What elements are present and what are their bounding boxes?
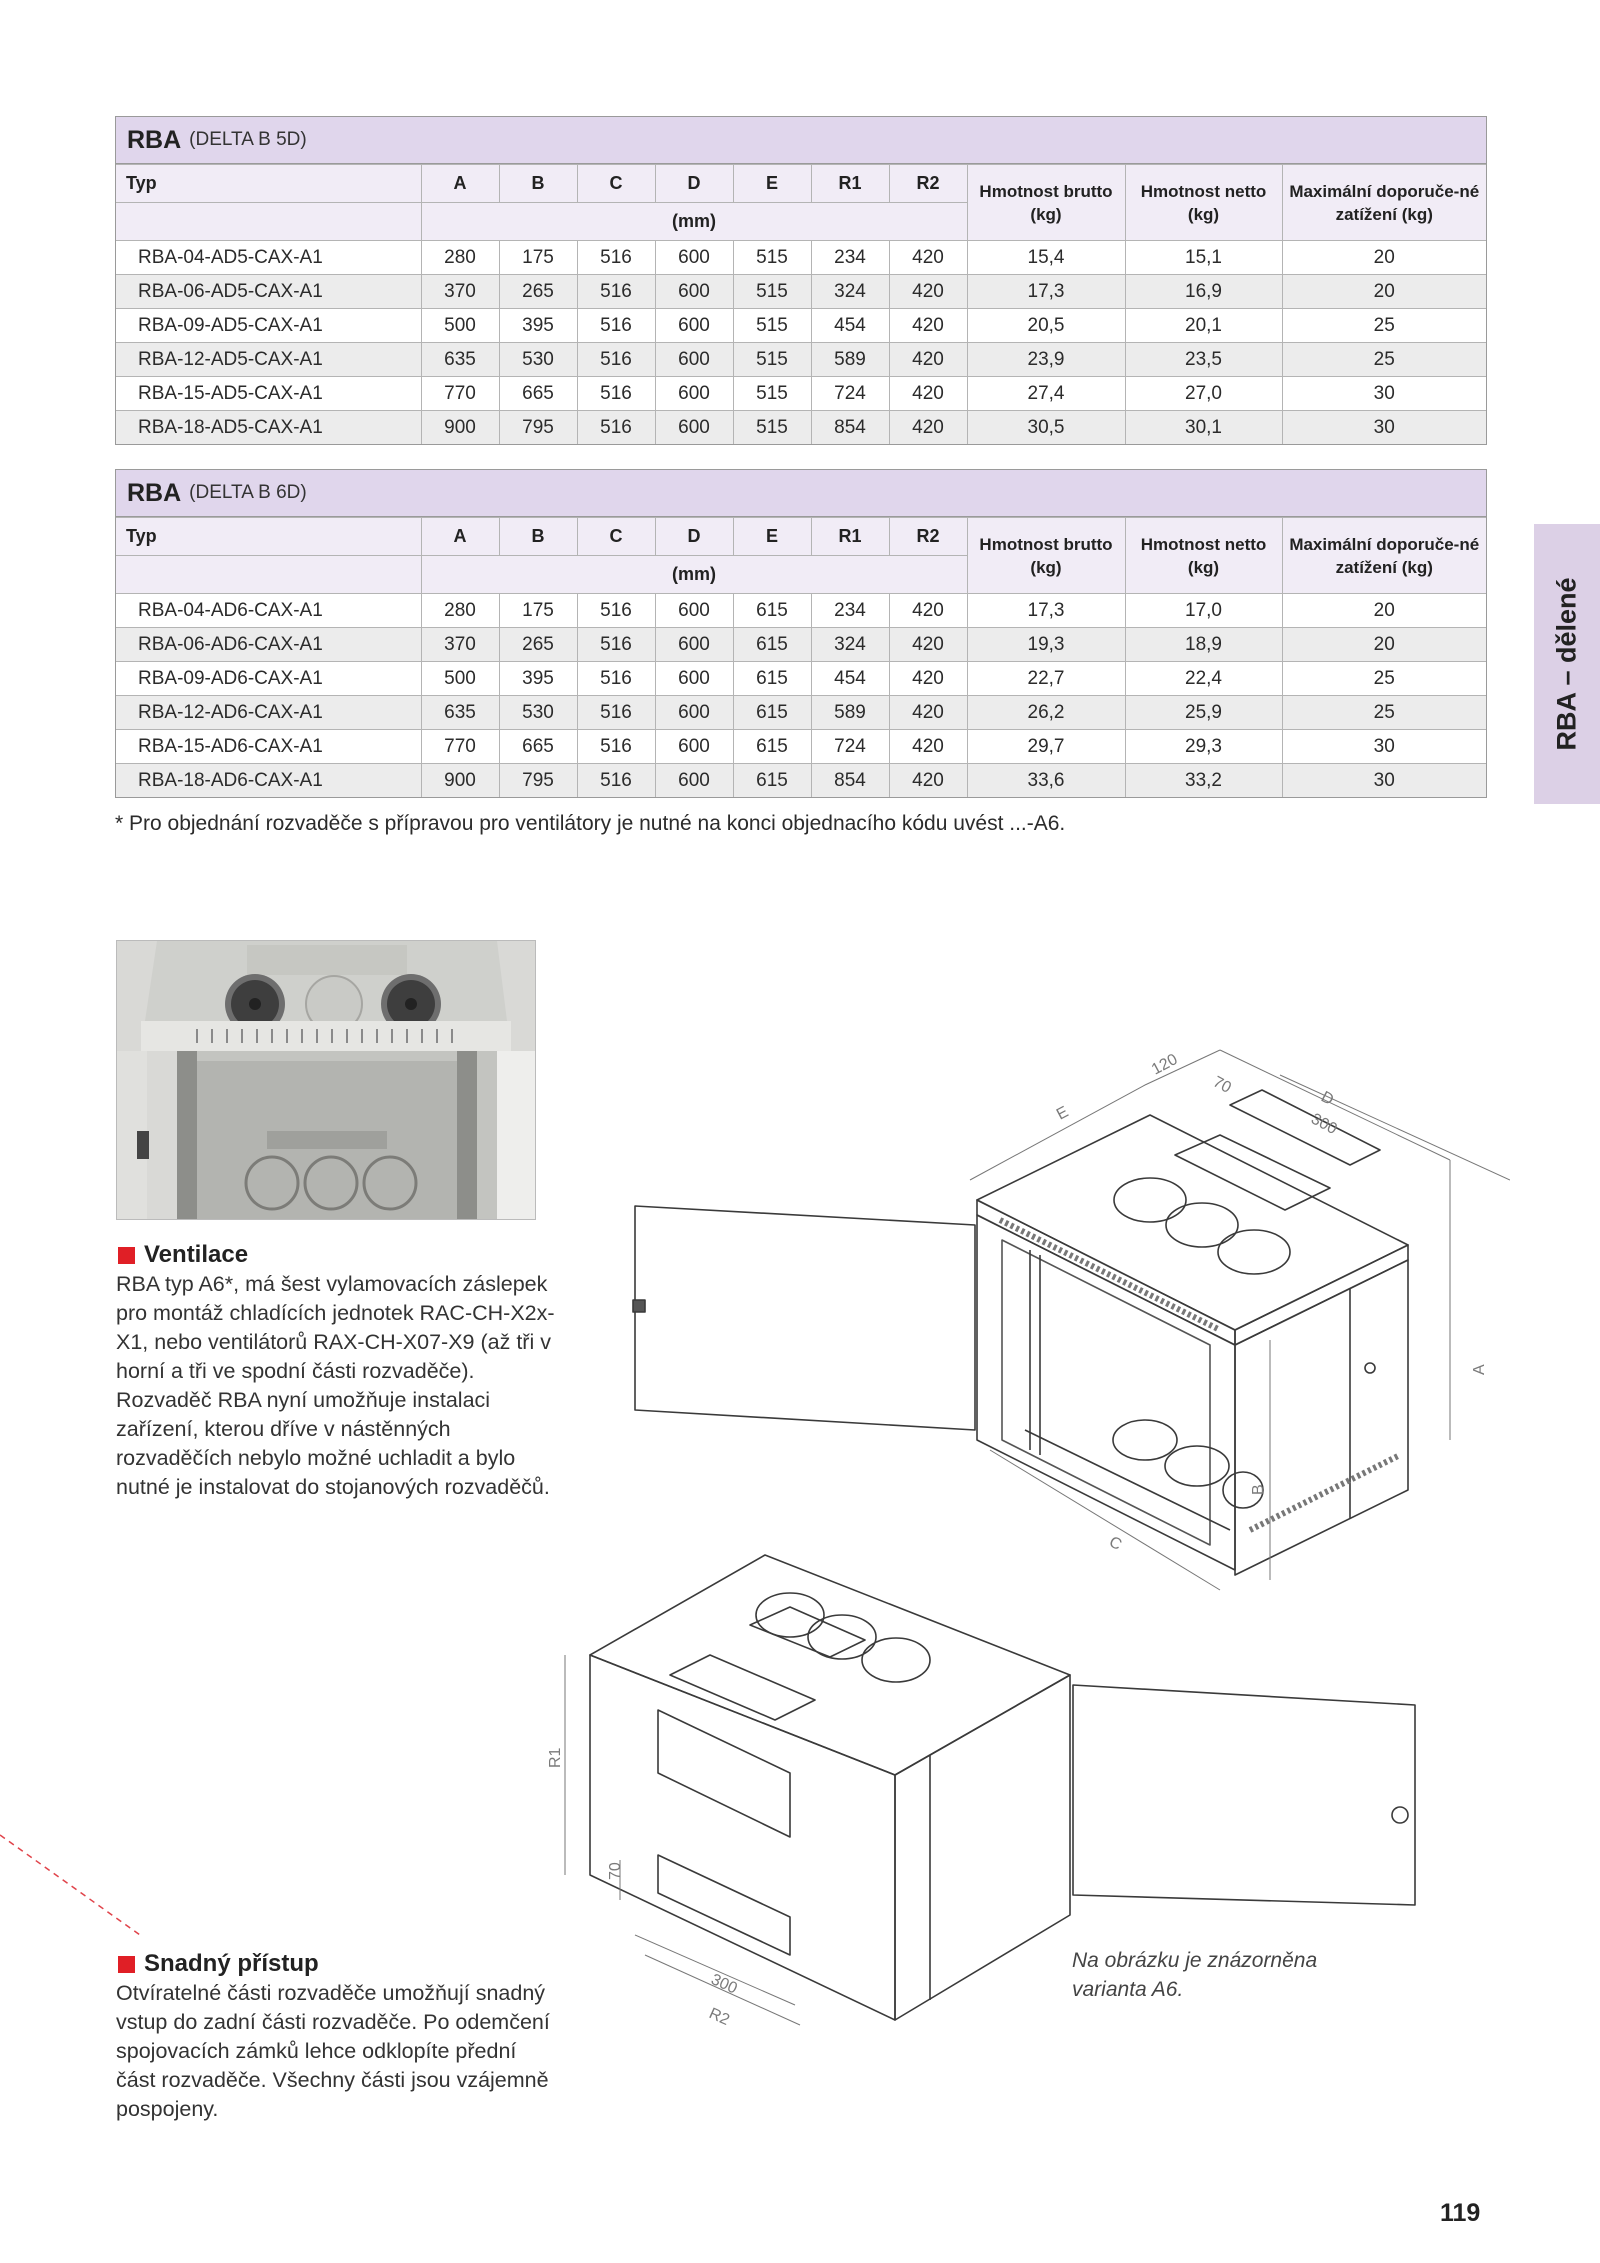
- table-cell: 724: [811, 730, 889, 764]
- dim-r1: R1: [547, 1747, 564, 1768]
- spec-table-5d: [115, 116, 1487, 445]
- side-tab-label: RBA – dělené: [1551, 577, 1582, 751]
- table-cell: 589: [811, 343, 889, 377]
- ventilation-text: RBA typ A6*, má šest vylamovacích záslepek pro montáž chladících jednotek RAC-CH-X2x-X1, nebo ventilátorů RAX-CH-X07-X9 (až tři v horní a tři ve spodní části rozvaděče). Rozvaděč RBA nyní umožňuje instalaci zařízení, kterou dříve v nástěnných rozvaděčích nebylo možné uchladit a bylo nutné je instalovat do stojanových rozvaděčů.: [116, 1272, 555, 1499]
- table-cell: 23,5: [1125, 343, 1282, 377]
- table-cell: 516: [577, 309, 655, 343]
- col-typ-spacer: [116, 556, 421, 594]
- table-cell: 26,2: [967, 696, 1125, 730]
- table-cell: 615: [733, 730, 811, 764]
- dim-300-rear: 300: [708, 1971, 740, 1998]
- table-row: [116, 309, 1486, 343]
- access-heading: [118, 1950, 319, 1978]
- table: [116, 164, 1486, 444]
- dim-120: 120: [1148, 1050, 1181, 1079]
- table-row: [116, 241, 1486, 275]
- table-cell: 20,5: [967, 309, 1125, 343]
- table-cell: 17,3: [967, 275, 1125, 309]
- table-cell: 516: [577, 411, 655, 445]
- cell-type-code: RBA-18-AD5-CAX-A1: [116, 411, 421, 445]
- table-cell: 20: [1282, 275, 1486, 309]
- table-cell: 615: [733, 594, 811, 628]
- ventilation-heading-text: Ventilace: [144, 1241, 249, 1268]
- col-max-load: Maximální doporuče-né zatížení (kg): [1282, 165, 1486, 241]
- table-cell: 516: [577, 275, 655, 309]
- page-number: 119: [1440, 2199, 1481, 2227]
- table-title: [116, 117, 1486, 164]
- cell-type-code: RBA-09-AD5-CAX-A1: [116, 309, 421, 343]
- col-d: D: [655, 518, 733, 556]
- dim-d: D: [1318, 1088, 1337, 1109]
- table-row: [116, 628, 1486, 662]
- table-cell: 420: [889, 275, 967, 309]
- table-cell: 234: [811, 241, 889, 275]
- table-cell: 600: [655, 275, 733, 309]
- table-cell: 615: [733, 662, 811, 696]
- col-e: E: [733, 165, 811, 203]
- table-title: [116, 470, 1486, 517]
- footnote: * Pro objednání rozvaděče s přípravou pro ventilátory je nutné na konci objednacího kódu uvést ...-A6.: [115, 812, 1066, 835]
- table-cell: 530: [499, 343, 577, 377]
- col-d: D: [655, 165, 733, 203]
- col-r2: R2: [889, 518, 967, 556]
- table-cell: 600: [655, 764, 733, 798]
- table-cell: 175: [499, 594, 577, 628]
- table-cell: 900: [421, 764, 499, 798]
- table-cell: 665: [499, 377, 577, 411]
- col-a: A: [421, 165, 499, 203]
- table-row: [116, 764, 1486, 798]
- table-cell: 15,4: [967, 241, 1125, 275]
- table-cell: 30,1: [1125, 411, 1282, 445]
- table-cell: 395: [499, 662, 577, 696]
- table-cell: 854: [811, 764, 889, 798]
- col-r1: R1: [811, 165, 889, 203]
- table-cell: 17,0: [1125, 594, 1282, 628]
- table-cell: 280: [421, 594, 499, 628]
- table: [116, 517, 1486, 797]
- table-cell: 33,6: [967, 764, 1125, 798]
- dim-c: C: [1106, 1533, 1125, 1554]
- table-cell: 500: [421, 662, 499, 696]
- table-row: [116, 411, 1486, 445]
- table-cell: 370: [421, 275, 499, 309]
- table-cell: 265: [499, 628, 577, 662]
- table-cell: 770: [421, 730, 499, 764]
- table-cell: 900: [421, 411, 499, 445]
- table-cell: 635: [421, 343, 499, 377]
- table-cell: 600: [655, 309, 733, 343]
- table-cell: 420: [889, 411, 967, 445]
- table-cell: 30: [1282, 764, 1486, 798]
- table-cell: 770: [421, 377, 499, 411]
- cell-type-code: RBA-04-AD5-CAX-A1: [116, 241, 421, 275]
- cell-type-code: RBA-15-AD6-CAX-A1: [116, 730, 421, 764]
- table-cell: 615: [733, 696, 811, 730]
- dim-b: B: [1250, 1484, 1267, 1495]
- table-row: [116, 696, 1486, 730]
- cell-type-code: RBA-12-AD6-CAX-A1: [116, 696, 421, 730]
- col-brutto: Hmotnost brutto (kg): [967, 165, 1125, 241]
- table-cell: 454: [811, 662, 889, 696]
- table-cell: 25: [1282, 696, 1486, 730]
- table-row: [116, 377, 1486, 411]
- dashed-guide-line: [0, 1820, 150, 1940]
- table-cell: 515: [733, 411, 811, 445]
- table-row: [116, 275, 1486, 309]
- table-title-main: RBA: [127, 478, 182, 507]
- cell-type-code: RBA-18-AD6-CAX-A1: [116, 764, 421, 798]
- table-cell: 265: [499, 275, 577, 309]
- dim-r2: R2: [706, 2005, 732, 2029]
- table-cell: 420: [889, 241, 967, 275]
- col-b: B: [499, 518, 577, 556]
- dim-e: E: [1053, 1103, 1072, 1124]
- table-cell: 20: [1282, 594, 1486, 628]
- table-cell: 515: [733, 309, 811, 343]
- ventilation-heading: [118, 1241, 248, 1269]
- col-typ-spacer: [116, 203, 421, 241]
- table-cell: 420: [889, 309, 967, 343]
- table-cell: 20: [1282, 241, 1486, 275]
- table-cell: 234: [811, 594, 889, 628]
- table-cell: 420: [889, 628, 967, 662]
- table-cell: 615: [733, 628, 811, 662]
- cabinet-rear-drawing: [540, 1515, 1420, 2055]
- cell-type-code: RBA-15-AD5-CAX-A1: [116, 377, 421, 411]
- table-cell: 515: [733, 377, 811, 411]
- table-title-main: RBA: [127, 125, 182, 154]
- table-cell: 324: [811, 628, 889, 662]
- table-cell: 515: [733, 241, 811, 275]
- table-cell: 420: [889, 730, 967, 764]
- table-cell: 600: [655, 730, 733, 764]
- table-cell: 854: [811, 411, 889, 445]
- table-cell: 30: [1282, 730, 1486, 764]
- drawing-caption: Na obrázku je znázorněna varianta A6.: [1072, 1949, 1318, 2001]
- table-cell: 516: [577, 764, 655, 798]
- ventilation-photo: [116, 940, 536, 1220]
- table-title-variant: (DELTA B 6D): [189, 482, 307, 503]
- table-cell: 600: [655, 241, 733, 275]
- table-cell: 29,3: [1125, 730, 1282, 764]
- cell-type-code: RBA-12-AD5-CAX-A1: [116, 343, 421, 377]
- table-cell: 30: [1282, 377, 1486, 411]
- col-r1: R1: [811, 518, 889, 556]
- table-cell: 530: [499, 696, 577, 730]
- dim-70: 70: [1210, 1073, 1234, 1097]
- table-cell: 600: [655, 662, 733, 696]
- access-text: Otvíratelné části rozvaděče umožňují snadný vstup do zadní části rozvaděče. Po odemčení spojovacích zámků lehce odklopíte přední část rozvaděče. Všechny části jsou vzájemně pospojeny.: [116, 1981, 550, 2121]
- table-cell: 600: [655, 377, 733, 411]
- table-cell: 600: [655, 628, 733, 662]
- table-cell: 16,9: [1125, 275, 1282, 309]
- table-cell: 15,1: [1125, 241, 1282, 275]
- table-cell: 33,2: [1125, 764, 1282, 798]
- table-cell: 23,9: [967, 343, 1125, 377]
- table-cell: 500: [421, 309, 499, 343]
- side-section-tab: [1534, 524, 1600, 804]
- col-e: E: [733, 518, 811, 556]
- table-cell: 589: [811, 696, 889, 730]
- table-cell: 600: [655, 343, 733, 377]
- table-cell: 516: [577, 730, 655, 764]
- table-cell: 516: [577, 241, 655, 275]
- table-cell: 20: [1282, 628, 1486, 662]
- col-netto: Hmotnost netto (kg): [1125, 518, 1282, 594]
- col-brutto: Hmotnost brutto (kg): [967, 518, 1125, 594]
- cell-type-code: RBA-06-AD6-CAX-A1: [116, 628, 421, 662]
- table-cell: 724: [811, 377, 889, 411]
- dim-70-rear: 70: [607, 1862, 624, 1880]
- table-cell: 370: [421, 628, 499, 662]
- table-cell: 516: [577, 628, 655, 662]
- table-cell: 22,7: [967, 662, 1125, 696]
- table-cell: 25: [1282, 343, 1486, 377]
- cell-type-code: RBA-04-AD6-CAX-A1: [116, 594, 421, 628]
- cell-type-code: RBA-09-AD6-CAX-A1: [116, 662, 421, 696]
- table-cell: 420: [889, 662, 967, 696]
- table-cell: 18,9: [1125, 628, 1282, 662]
- col-a: A: [421, 518, 499, 556]
- table-cell: 516: [577, 377, 655, 411]
- red-square-icon: [118, 1247, 135, 1264]
- table-cell: 615: [733, 764, 811, 798]
- red-square-icon: [118, 1956, 135, 1973]
- table-cell: 30: [1282, 411, 1486, 445]
- table-cell: 324: [811, 275, 889, 309]
- col-b: B: [499, 165, 577, 203]
- table-cell: 420: [889, 343, 967, 377]
- table-cell: 29,7: [967, 730, 1125, 764]
- table-cell: 22,4: [1125, 662, 1282, 696]
- table-cell: 516: [577, 343, 655, 377]
- table-cell: 635: [421, 696, 499, 730]
- dim-a: A: [1471, 1364, 1488, 1375]
- spec-table-6d: [115, 469, 1487, 798]
- table-cell: 795: [499, 764, 577, 798]
- cell-type-code: RBA-06-AD5-CAX-A1: [116, 275, 421, 309]
- table-cell: 395: [499, 309, 577, 343]
- col-r2: R2: [889, 165, 967, 203]
- table-cell: 795: [499, 411, 577, 445]
- table-cell: 600: [655, 696, 733, 730]
- col-max-load: Maximální doporuče-né zatížení (kg): [1282, 518, 1486, 594]
- table-cell: 17,3: [967, 594, 1125, 628]
- table-cell: 454: [811, 309, 889, 343]
- table-cell: 280: [421, 241, 499, 275]
- dim-300: 300: [1308, 1110, 1340, 1139]
- table-cell: 516: [577, 696, 655, 730]
- table-row: [116, 662, 1486, 696]
- table-row: [116, 594, 1486, 628]
- table-cell: 420: [889, 594, 967, 628]
- table-title-variant: (DELTA B 5D): [189, 129, 307, 150]
- col-c: C: [577, 518, 655, 556]
- table-cell: 25: [1282, 309, 1486, 343]
- table-cell: 515: [733, 343, 811, 377]
- table-cell: 665: [499, 730, 577, 764]
- col-c: C: [577, 165, 655, 203]
- table-row: [116, 730, 1486, 764]
- table-cell: 420: [889, 377, 967, 411]
- table-cell: 25: [1282, 662, 1486, 696]
- col-typ: Typ: [116, 165, 421, 203]
- table-cell: 420: [889, 696, 967, 730]
- col-typ: Typ: [116, 518, 421, 556]
- table-row: [116, 343, 1486, 377]
- table-cell: 600: [655, 411, 733, 445]
- table-cell: 25,9: [1125, 696, 1282, 730]
- table-cell: 516: [577, 662, 655, 696]
- table-cell: 27,4: [967, 377, 1125, 411]
- table-cell: 30,5: [967, 411, 1125, 445]
- access-heading-text: Snadný přístup: [144, 1950, 319, 1977]
- table-cell: 175: [499, 241, 577, 275]
- table-cell: 515: [733, 275, 811, 309]
- table-cell: 516: [577, 594, 655, 628]
- col-unit: (mm): [421, 203, 967, 241]
- col-unit: (mm): [421, 556, 967, 594]
- table-cell: 27,0: [1125, 377, 1282, 411]
- table-cell: 20,1: [1125, 309, 1282, 343]
- col-netto: Hmotnost netto (kg): [1125, 165, 1282, 241]
- table-cell: 420: [889, 764, 967, 798]
- table-cell: 600: [655, 594, 733, 628]
- table-cell: 19,3: [967, 628, 1125, 662]
